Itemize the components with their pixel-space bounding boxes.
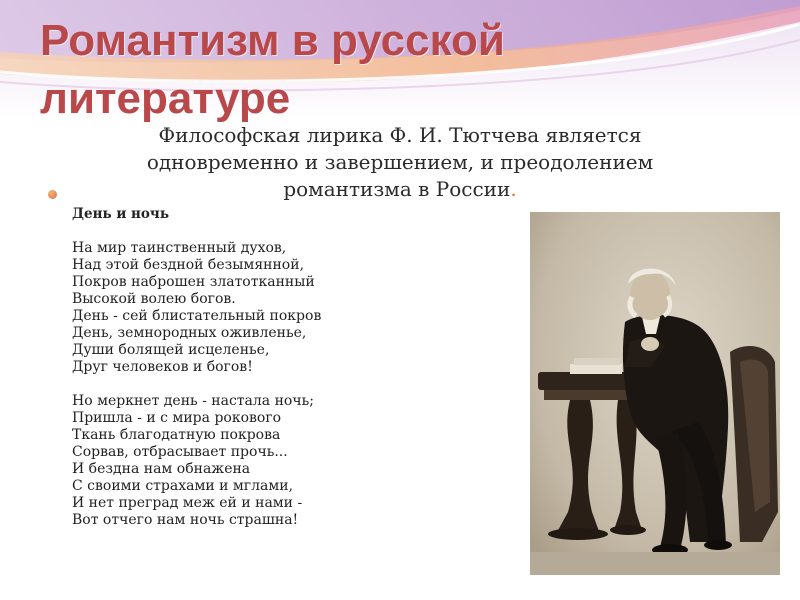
poem-line: И нет преград меж ей и нами - (72, 495, 303, 511)
slide-title-line1: Романтизм в русской (40, 16, 505, 65)
slide-title (40, 12, 505, 128)
subtitle-line2: одновременно и завершением, и преодолением (146, 150, 654, 174)
subtitle-line3: романтизма в России (283, 177, 511, 201)
subtitle-line1: Философская лирика Ф. И. Тютчева является (158, 123, 642, 147)
slide-subtitle (100, 122, 700, 203)
poem-line: На мир таинственный духов, (72, 240, 287, 256)
poem-line: Вот отчего нам ночь страшна! (72, 512, 299, 528)
poem-stanza (72, 393, 502, 529)
poem-line: День, земнородных оживленье, (72, 325, 307, 341)
poem-block (72, 206, 502, 546)
portrait-photo (530, 212, 780, 575)
poem-line: Но меркнет день - настала ночь; (72, 393, 314, 409)
poem-line: С своими страхами и мглами, (72, 478, 294, 494)
poem-line: И бездна нам обнажена (72, 461, 251, 477)
poem-title: День и ночь (72, 206, 169, 222)
poem-line: Пришла - и с мира рокового (72, 410, 282, 426)
slide-title-line2: литературе (40, 74, 291, 123)
poem-line: Души болящей исцеленье, (72, 342, 270, 358)
poem-line: Друг человеков и богов! (72, 359, 253, 375)
subtitle-end-mark: . (510, 177, 517, 201)
bullet-icon (48, 190, 57, 199)
poem-line: День - сей блистательный покров (72, 308, 322, 324)
poem-stanza (72, 240, 502, 376)
poem-line: Сорвав, отбрасывает прочь... (72, 444, 288, 460)
poem-line: Над этой бездной безымянной, (72, 257, 305, 273)
poem-line: Покров наброшен златотканный (72, 274, 315, 290)
poem-line: Ткань благодатную покрова (72, 427, 281, 443)
poem-line: Высокой волею богов. (72, 291, 236, 307)
